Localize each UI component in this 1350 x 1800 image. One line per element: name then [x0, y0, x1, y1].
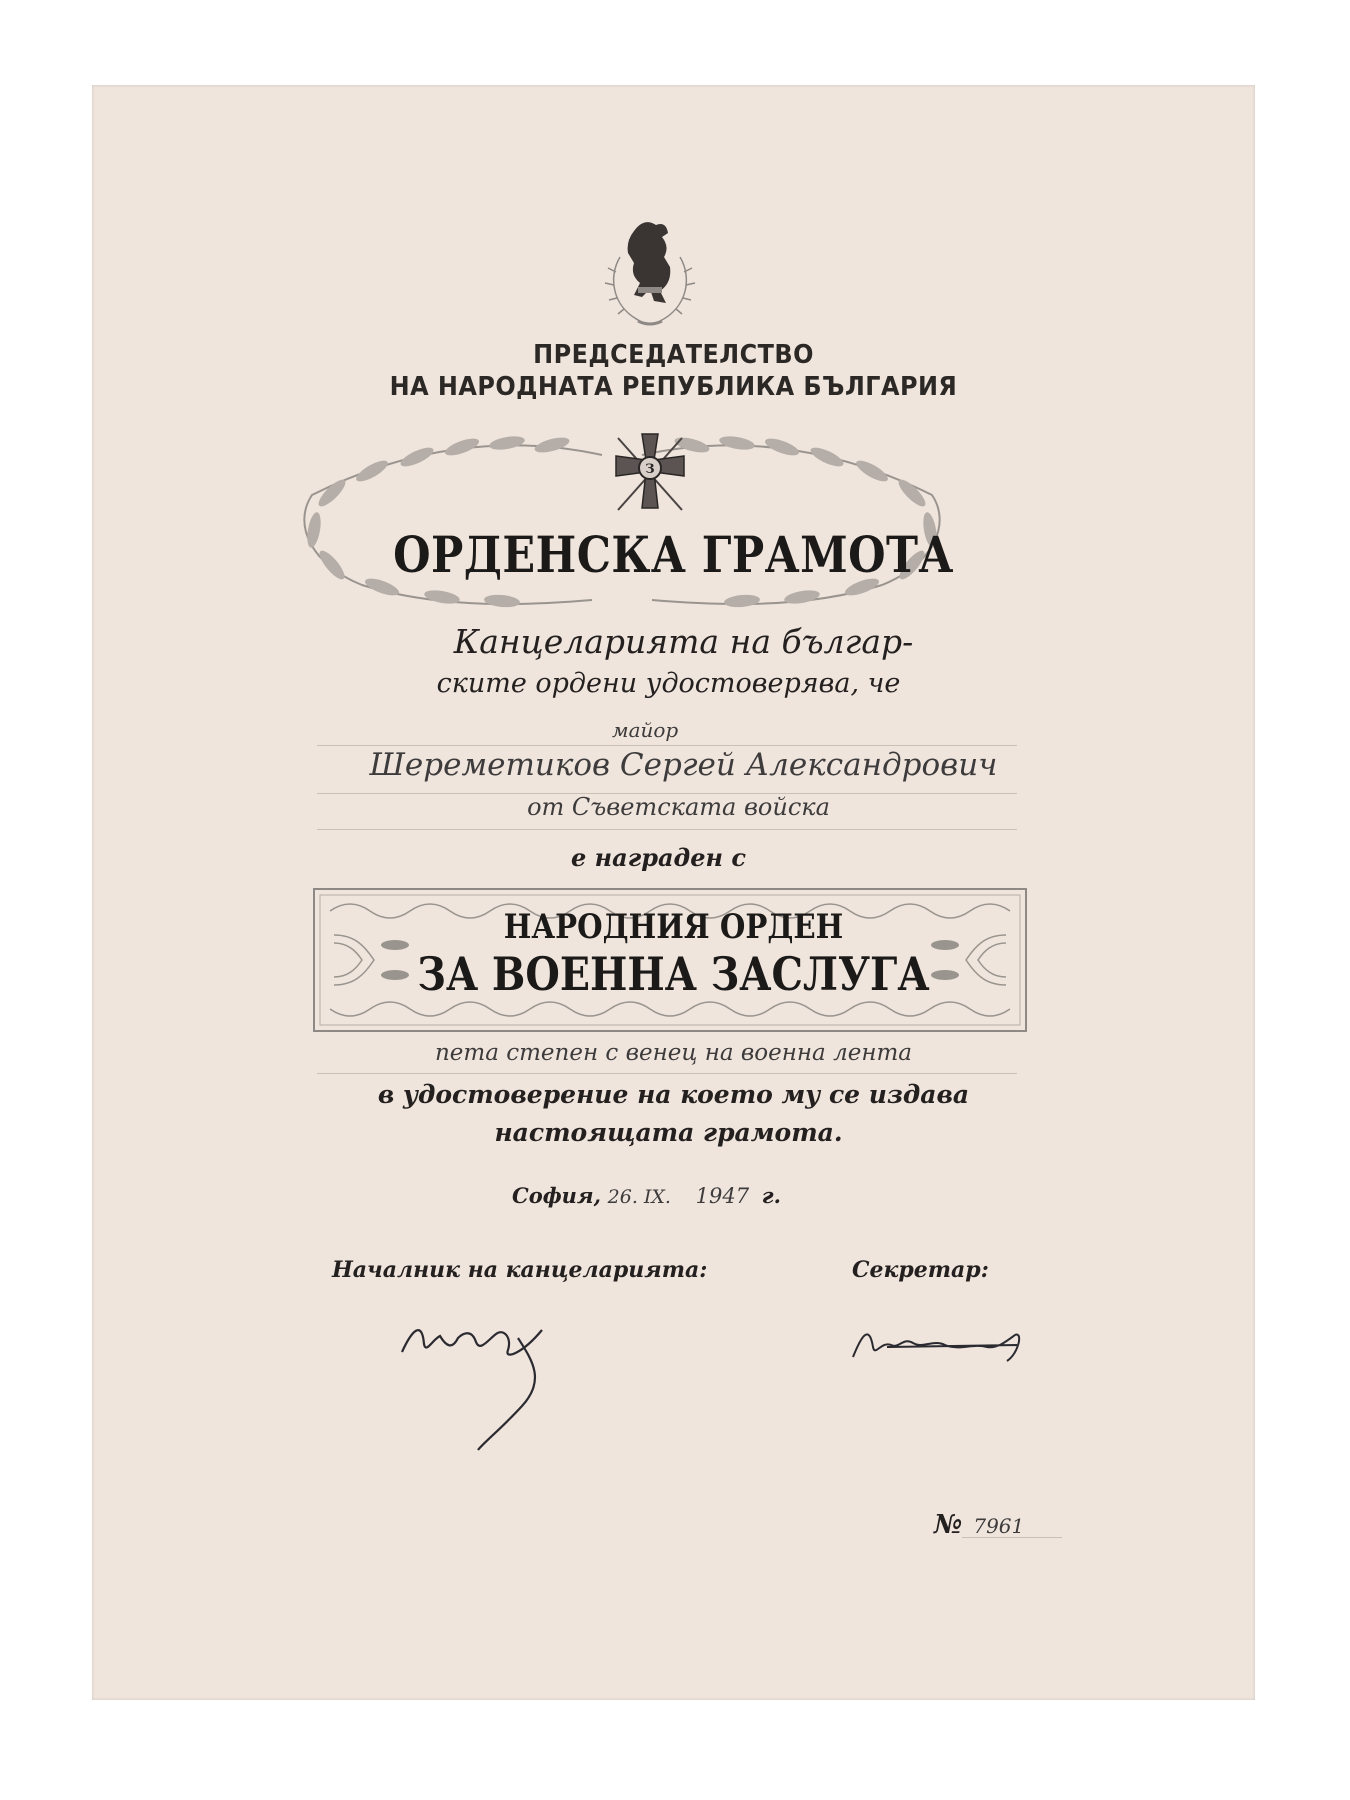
recipient-rank: майор	[612, 718, 679, 742]
header-line-1: ПРЕДСЕДАТЕЛСТВО	[533, 340, 814, 370]
degree-underline	[317, 1073, 1017, 1074]
date-suffix: г.	[761, 1183, 781, 1208]
closing-line-1: в удостоверение на което му се издава	[377, 1080, 970, 1109]
rank-underline	[317, 745, 1017, 746]
chief-signature	[392, 1310, 592, 1460]
recipient-name: Шереметиков Сергей Александрович	[369, 747, 998, 783]
place-label: София,	[512, 1183, 601, 1208]
order-line-1: НАРОДНИЯ ОРДЕН	[503, 907, 844, 947]
unit-underline	[317, 829, 1017, 830]
secretary-label: Секретар:	[852, 1257, 989, 1283]
order-degree: пета степен с венец на военна лента	[434, 1040, 913, 1066]
intro-line-2: ските ордени удостоверява, че	[436, 668, 901, 699]
issue-date	[512, 1183, 781, 1208]
chief-label: Началник на канцеларията:	[332, 1257, 708, 1283]
awarded-with: е награден с	[571, 843, 746, 872]
svg-text:З: З	[645, 462, 655, 477]
document-title: ОРДЕНСКА ГРАМОТА	[393, 525, 954, 584]
number-underline	[962, 1537, 1062, 1538]
secretary-signature	[847, 1317, 1047, 1377]
lion-coat-of-arms-icon	[600, 217, 700, 329]
closing-line-2: настоящата грамота.	[494, 1118, 843, 1147]
date-day-month: 26. IX.	[607, 1186, 671, 1208]
intro-line-1: Канцеларията на българ-	[453, 622, 914, 661]
military-merit-cross-icon	[612, 430, 688, 516]
number-value: 7961	[973, 1514, 1025, 1538]
number-label: №	[934, 1510, 963, 1540]
recipient-unit: от Съветската войска	[527, 793, 830, 821]
header-line-2: НА НАРОДНАТА РЕПУБЛИКА БЪЛГАРИЯ	[389, 372, 958, 402]
date-year: 1947	[695, 1184, 750, 1208]
certificate-number	[934, 1510, 1024, 1540]
order-line-2: ЗА ВОЕННА ЗАСЛУГА	[417, 947, 930, 1001]
certificate-sheet	[92, 85, 1255, 1700]
